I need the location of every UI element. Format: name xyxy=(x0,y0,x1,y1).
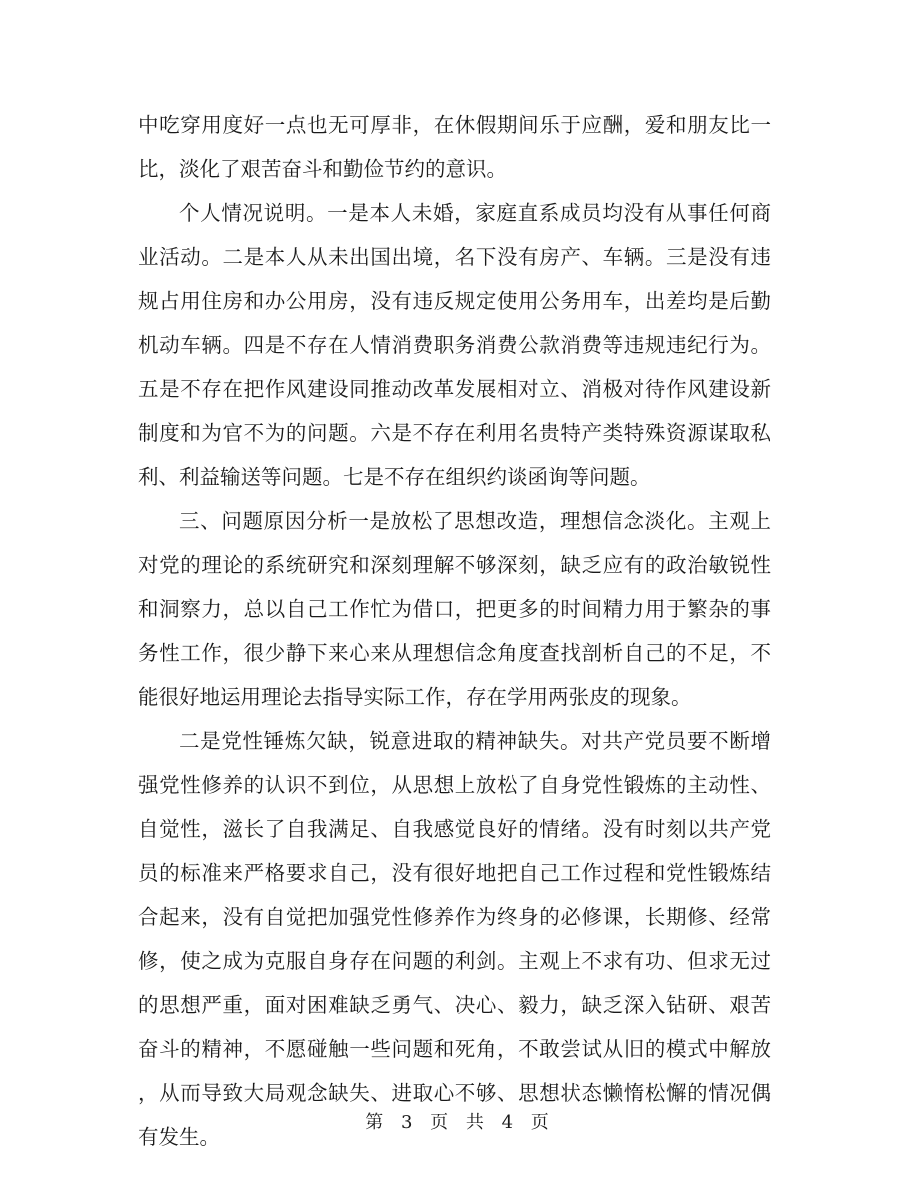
text-line: 能很好地运用理论去指导实际工作，存在学用两张皮的现象。 xyxy=(138,685,692,709)
text-line: 强党性修养的认识不到位，从思想上放松了自身党性锻炼的主动性、 xyxy=(138,773,771,797)
paragraph-start-line: 二是党性锤炼欠缺，锐意进取的精神缺失。对共产党员要不断增 xyxy=(179,729,771,753)
page-number-footer: 第 3 页 共 4 页 xyxy=(365,1112,555,1133)
text-line: ，从而导致大局观念缺失、进取心不够、思想状态懒惰松懈的情况偶 xyxy=(138,1081,771,1105)
text-line: 五是不存在把作风建设同推动改革发展相对立、消极对待作风建设新 xyxy=(138,377,771,401)
paragraph-start-line: 三、问题原因分析一是放松了思想改造，理想信念淡化。主观上 xyxy=(179,509,771,533)
text-line: 利、利益输送等问题。七是不存在组织约谈函询等问题。 xyxy=(138,465,651,489)
text-line: 规占用住房和办公用房，没有违反规定使用公务用车，出差均是后勤 xyxy=(138,289,771,313)
text-line: 修，使之成为克服自身存在问题的利剑。主观上不求有功、但求无过 xyxy=(138,949,771,973)
text-line: 有发生。 xyxy=(138,1125,220,1149)
text-line: 比，淡化了艰苦奋斗和勤俭节约的意识。 xyxy=(138,157,507,181)
text-line: 员的标准来严格要求自己，没有很好地把自己工作过程和党性锻炼结 xyxy=(138,861,771,885)
text-line: 机动车辆。四是不存在人情消费职务消费公款消费等违规违纪行为。 xyxy=(138,333,771,357)
text-line: 务性工作，很少静下来心来从理想信念角度查找剖析自己的不足，不 xyxy=(138,641,771,665)
text-line: 自觉性，滋长了自我满足、自我感觉良好的情绪。没有时刻以共产党 xyxy=(138,817,771,841)
text-line: 奋斗的精神，不愿碰触一些问题和死角，不敢尝试从旧的模式中解放 xyxy=(138,1037,771,1061)
document-body xyxy=(138,103,771,1159)
text-line: 的思想严重，面对困难缺乏勇气、决心、毅力，缺乏深入钻研、艰苦 xyxy=(138,993,771,1017)
text-line: 对党的理论的系统研究和深刻理解不够深刻，缺乏应有的政治敏锐性 xyxy=(138,553,771,577)
text-line: 制度和为官不为的问题。六是不存在利用名贵特产类特殊资源谋取私 xyxy=(138,421,771,445)
text-line: 和洞察力，总以自己工作忙为借口，把更多的时间精力用于繁杂的事 xyxy=(138,597,771,621)
text-line: 业活动。二是本人从未出国出境，名下没有房产、车辆。三是没有违 xyxy=(138,245,771,269)
paragraph-start-line: 个人情况说明。一是本人未婚，家庭直系成员均没有从事任何商 xyxy=(179,201,771,225)
text-line: 合起来，没有自觉把加强党性修养作为终身的必修课，长期修、经常 xyxy=(138,905,771,929)
text-line: 中吃穿用度好一点也无可厚非，在休假期间乐于应酬，爱和朋友比一 xyxy=(138,113,771,137)
